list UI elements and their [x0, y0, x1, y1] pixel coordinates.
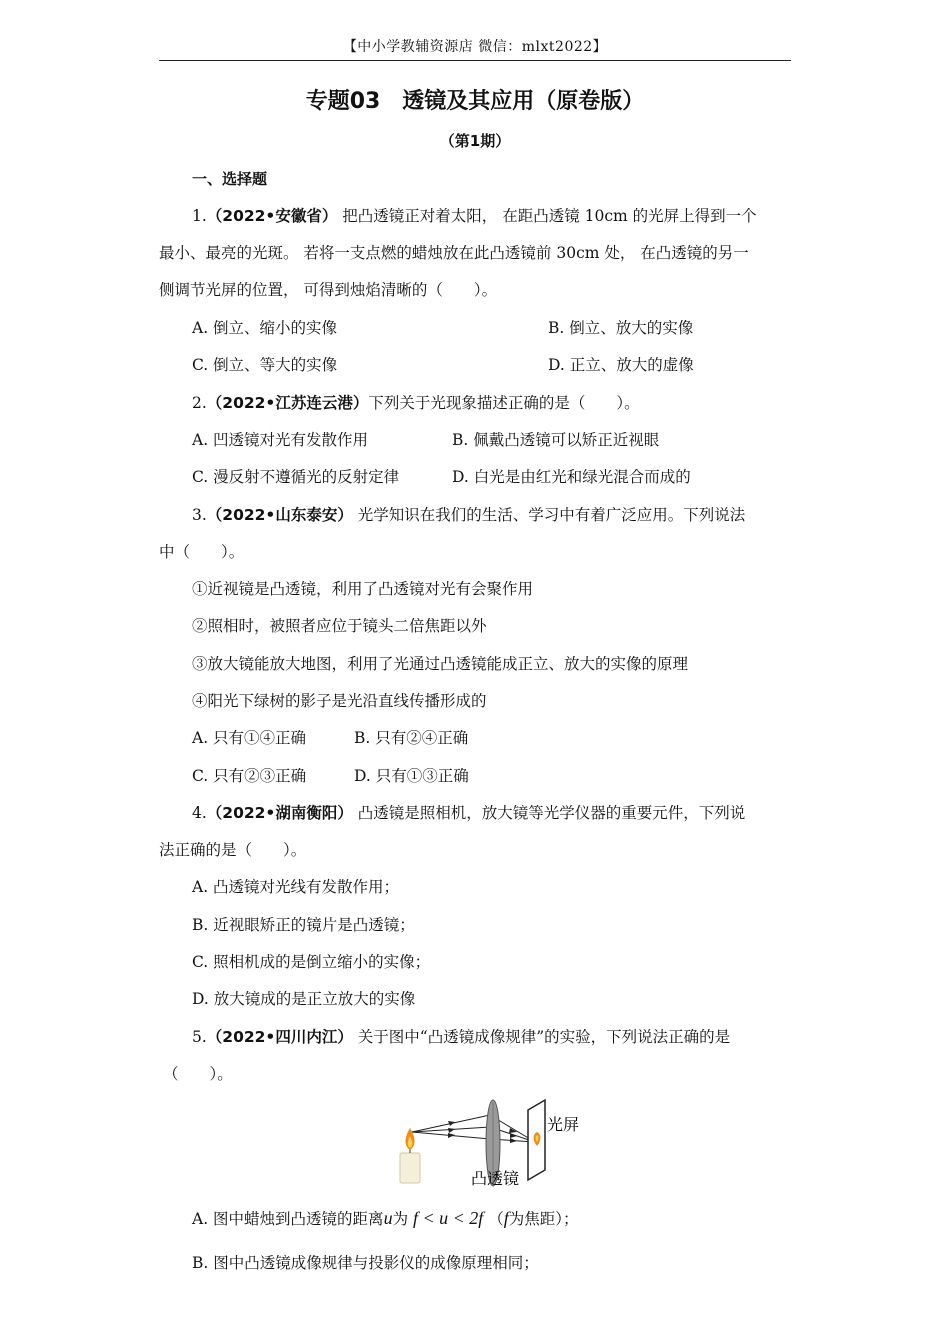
- q2-option-c: C. 漫反射不遵循光的反射定律: [192, 468, 400, 486]
- q1-option-a: A. 倒立、缩小的实像: [192, 319, 338, 337]
- q5-text1: 关于图中“凸透镜成像规律”的实验，下列说法正确的是: [357, 1028, 731, 1046]
- q2-line1: [192, 393, 640, 413]
- q4-line1: [192, 803, 745, 823]
- q1-text1: 把凸透镜正对着太阳， 在距凸透镜 10cm 的光屏上得到一个: [342, 207, 757, 225]
- q5-line1: [192, 1027, 730, 1047]
- q5-option-a: [192, 1208, 579, 1229]
- q3-option-a: A. 只有①④正确: [192, 729, 307, 747]
- q3-line1: [192, 505, 745, 525]
- q5-option-a-mid: 为: [392, 1210, 409, 1228]
- q4-source: （2022•湖南衡阳）: [206, 804, 353, 822]
- header-divider: [159, 60, 791, 61]
- q5-line2: （ ）。: [163, 1065, 233, 1083]
- q3-statement-1: ①近视镜是凸透镜，利用了凸透镜对光有会聚作用: [192, 580, 534, 598]
- q2-option-b: B. 佩戴凸透镜可以矫正近视眼: [452, 431, 660, 449]
- q1-line3: 侧调节光屏的位置， 可得到烛焰清晰的（ ）。: [159, 281, 498, 299]
- q4-option-c: C. 照相机成的是倒立缩小的实像；: [192, 953, 431, 971]
- q2-text1: 下列关于光现象描述正确的是（ ）。: [368, 394, 640, 412]
- q3-line2: 中（ ）。: [159, 543, 245, 561]
- q1-line2: 最小、最亮的光斑。 若将一支点燃的蜡烛放在此凸透镜前 30cm 处， 在凸透镜的另一: [159, 244, 749, 262]
- q1-option-c: C. 倒立、等大的实像: [192, 356, 338, 374]
- q3-statement-2: ②照相时，被照者应位于镜头二倍焦距以外: [192, 617, 487, 635]
- q3-option-d: D. 只有①③正确: [354, 767, 469, 785]
- q4-text1: 凸透镜是照相机，放大镜等光学仪器的重要元件，下列说: [357, 804, 746, 822]
- q1-option-b: B. 倒立、放大的实像: [548, 319, 694, 337]
- q3-number: 3.: [192, 506, 207, 524]
- light-rays: [412, 1115, 535, 1142]
- q3-option-c: C. 只有②③正确: [192, 767, 307, 785]
- lens-experiment-figure: [395, 1098, 595, 1188]
- fig-label-screen: 光屏: [547, 1115, 580, 1134]
- section-heading: 一、选择题: [192, 170, 268, 188]
- q3-source: （2022•山东泰安）: [206, 506, 353, 524]
- q5-option-a-u: u: [383, 1208, 393, 1228]
- page-header: 【中小学教辅资源店 微信：mlxt2022】: [342, 39, 608, 55]
- candle-body: [400, 1153, 420, 1183]
- q4-option-b: B. 近视眼矫正的镜片是凸透镜；: [192, 916, 415, 934]
- q5-option-a-f: f: [503, 1208, 509, 1228]
- q2-option-d: D. 白光是由红光和绿光混合而成的: [452, 468, 691, 486]
- q1-source: （2022•安徽省）: [206, 207, 338, 225]
- q5-option-a-paren: （: [488, 1210, 504, 1228]
- q5-source: （2022•四川内江）: [206, 1028, 353, 1046]
- q4-number: 4.: [192, 804, 207, 822]
- q2-number: 2.: [192, 394, 207, 412]
- q3-text1: 光学知识在我们的生活、学习中有着广泛应用。下列说法: [357, 506, 746, 524]
- q3-option-b: B. 只有②④正确: [354, 729, 469, 747]
- q5-option-b: B. 图中凸透镜成像规律与投影仪的成像原理相同；: [192, 1254, 539, 1272]
- q5-option-a-inequality: f < u < 2f: [413, 1208, 484, 1228]
- fig-label-lens: 凸透镜: [471, 1169, 520, 1188]
- q2-option-a: A. 凹透镜对光有发散作用: [192, 431, 369, 449]
- q3-statement-4: ④阳光下绿树的影子是光沿直线传播形成的: [192, 692, 487, 710]
- page-title: 专题03 透镜及其应用（原卷版）: [305, 89, 645, 114]
- q1-line1: [192, 206, 757, 226]
- q5-option-a-post: 为焦距）；: [508, 1210, 579, 1228]
- q1-number: 1.: [192, 207, 207, 225]
- q2-source: （2022•江苏连云港）: [206, 394, 369, 412]
- q1-option-d: D. 正立、放大的虚像: [548, 356, 694, 374]
- q5-option-a-text: A. 图中蜡烛到凸透镜的距离: [192, 1210, 384, 1228]
- page-subtitle: （第1期）: [439, 132, 511, 150]
- q5-number: 5.: [192, 1028, 207, 1046]
- q4-line2: 法正确的是（ ）。: [159, 841, 307, 859]
- q4-option-a: A. 凸透镜对光线有发散作用；: [192, 878, 400, 896]
- q3-statement-3: ③放大镜能放大地图，利用了光通过凸透镜能成正立、放大的实像的原理: [192, 655, 689, 673]
- q4-option-d: D. 放大镜成的是正立放大的实像: [192, 990, 416, 1008]
